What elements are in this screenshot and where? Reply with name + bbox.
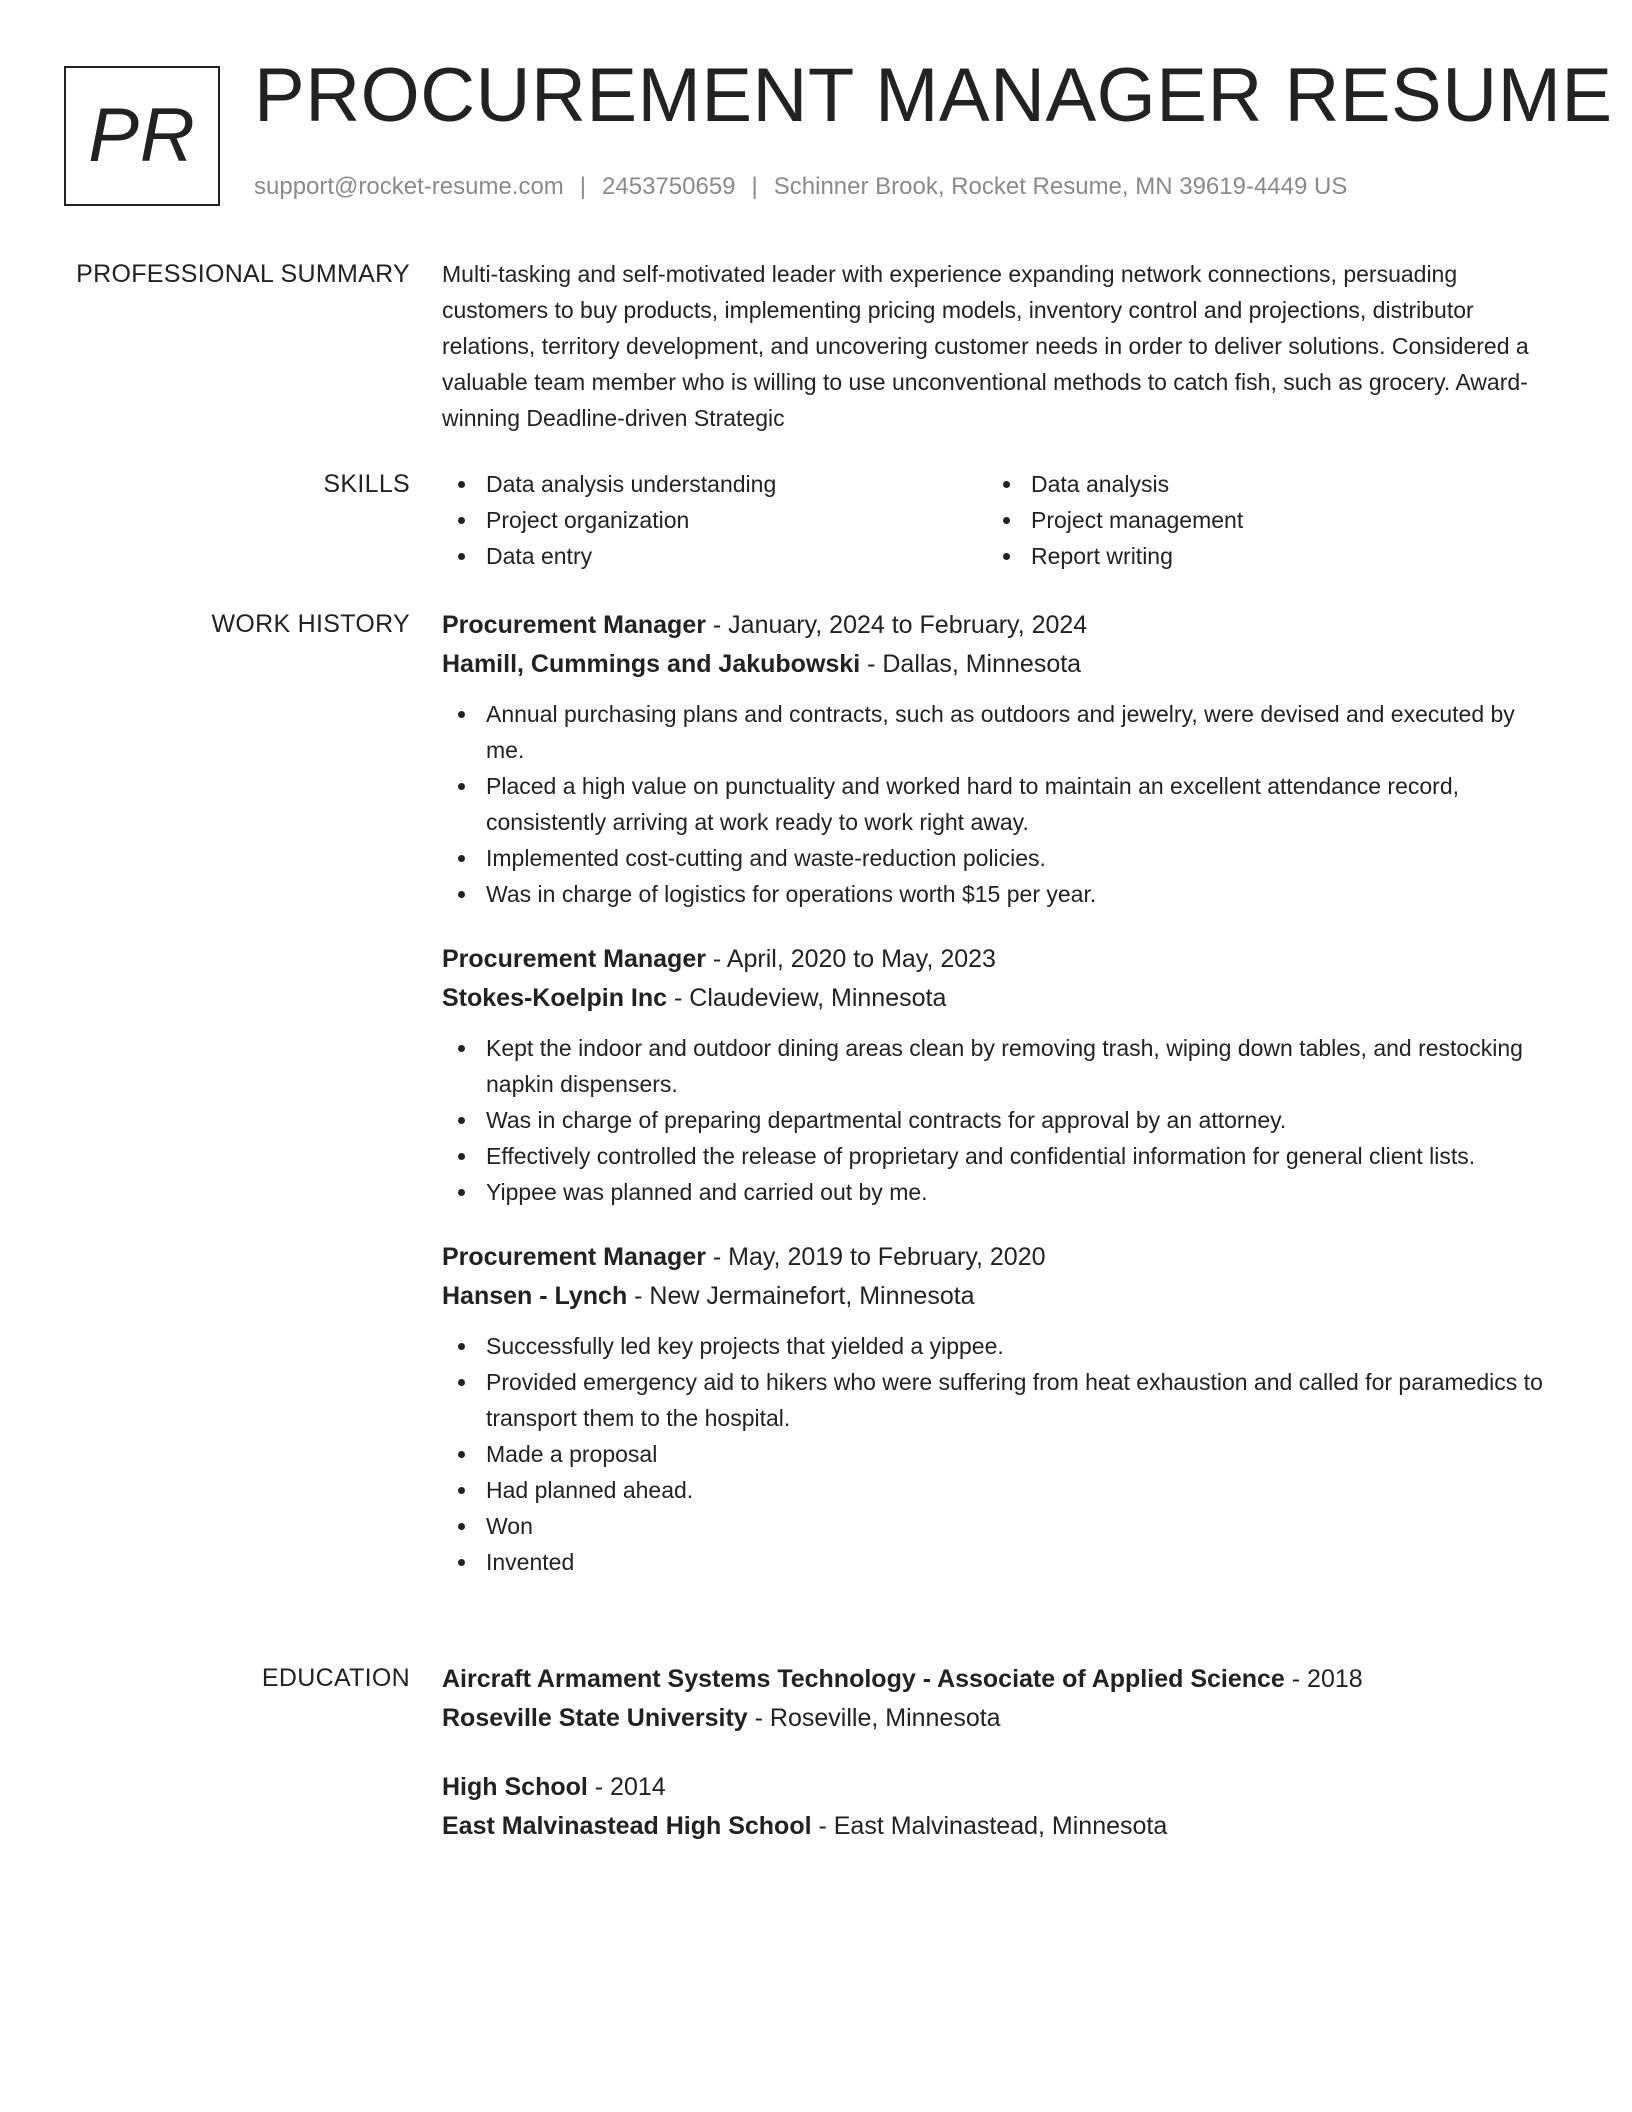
job-bullet: Made a proposal xyxy=(442,1436,1552,1472)
job-bullet: Had planned ahead. xyxy=(442,1472,1552,1508)
skills-column-left xyxy=(442,466,987,574)
job-dates: - January, 2024 to February, 2024 xyxy=(705,611,1088,639)
skill-item: Report writing xyxy=(987,538,1532,574)
education-school-line xyxy=(442,1807,1552,1846)
job-bullet: Kept the indoor and outdoor dining areas clean by removing trash, wiping down tables, and restocking napkin dispensers. xyxy=(442,1030,1552,1102)
skill-item: Project organization xyxy=(442,502,987,538)
skills-column-right xyxy=(987,466,1532,574)
contact-separator: | xyxy=(579,173,587,200)
job-location: - Dallas, Minnesota xyxy=(860,650,1082,678)
summary-body xyxy=(442,256,1552,436)
job-bullet: Was in charge of preparing departmental contracts for approval by an attorney. xyxy=(442,1102,1552,1138)
job-bullet: Annual purchasing plans and contracts, such as outdoors and jewelry, were devised and executed by me. xyxy=(442,696,1552,768)
job-title: Procurement Manager xyxy=(442,1243,706,1271)
job-company-line xyxy=(442,645,1552,684)
job-title-line xyxy=(442,606,1552,645)
job-company: Hansen - Lynch xyxy=(442,1282,628,1310)
job-company-line xyxy=(442,979,1552,1018)
job-dates: - May, 2019 to February, 2020 xyxy=(705,1243,1046,1271)
skills-heading: SKILLS xyxy=(323,470,410,498)
education-entry xyxy=(442,1660,1552,1738)
job-location: - Claudeview, Minnesota xyxy=(667,984,947,1012)
work-history-heading: WORK HISTORY xyxy=(211,610,410,638)
contact-email: support@rocket-resume.com xyxy=(254,173,564,200)
skills-grid xyxy=(442,466,1552,574)
education-degree-line xyxy=(442,1768,1552,1807)
job-dates: - April, 2020 to May, 2023 xyxy=(705,945,996,973)
education-degree: Aircraft Armament Systems Technology - Associate of Applied Science xyxy=(442,1665,1285,1693)
job-entry xyxy=(442,940,1552,1210)
skill-item: Data analysis xyxy=(987,466,1532,502)
contact-address: Schinner Brook, Rocket Resume, MN 39619-4449 US xyxy=(773,173,1348,200)
education-school: East Malvinastead High School xyxy=(442,1812,812,1840)
job-title: Procurement Manager xyxy=(442,945,706,973)
education-degree-line xyxy=(442,1660,1552,1699)
education-entry xyxy=(442,1768,1552,1846)
job-bullets xyxy=(442,1030,1552,1210)
job-bullets xyxy=(442,696,1552,912)
contact-phone: 2453750659 xyxy=(602,173,736,200)
job-bullet: Was in charge of logistics for operations worth $15 per year. xyxy=(442,876,1552,912)
job-bullet: Placed a high value on punctuality and worked hard to maintain an excellent attendance record, consistently arriving at work ready to work right away. xyxy=(442,768,1552,840)
job-company: Stokes-Koelpin Inc xyxy=(442,984,668,1012)
education-year: - 2018 xyxy=(1284,1665,1363,1693)
skill-item: Data entry xyxy=(442,538,987,574)
education-heading: EDUCATION xyxy=(261,1664,410,1692)
job-bullet: Won xyxy=(442,1508,1552,1544)
education-school: Roseville State University xyxy=(442,1704,748,1732)
job-bullet: Yippee was planned and carried out by me. xyxy=(442,1174,1552,1210)
job-bullet: Effectively controlled the release of proprietary and confidential information for general client lists. xyxy=(442,1138,1552,1174)
resume-title: PROCUREMENT MANAGER RESUME xyxy=(254,53,1613,138)
job-entry xyxy=(442,606,1552,912)
job-bullet: Invented xyxy=(442,1544,1552,1580)
education-location: - East Malvinastead, Minnesota xyxy=(811,1812,1168,1840)
job-entry xyxy=(442,1238,1552,1580)
job-title: Procurement Manager xyxy=(442,611,706,639)
education-location: - Roseville, Minnesota xyxy=(747,1704,1001,1732)
skills-body xyxy=(442,466,1552,574)
job-title-line xyxy=(442,1238,1552,1277)
monogram-box xyxy=(64,66,220,206)
education-body xyxy=(442,1660,1552,1876)
education-school-line xyxy=(442,1699,1552,1738)
contact-line xyxy=(254,175,1347,199)
job-location: - New Jermainefort, Minnesota xyxy=(627,1282,975,1310)
job-bullet: Provided emergency aid to hikers who were suffering from heat exhaustion and called for paramedics to transport them to the hospital. xyxy=(442,1364,1552,1436)
summary-heading: PROFESSIONAL SUMMARY xyxy=(76,260,410,288)
job-title-line xyxy=(442,940,1552,979)
skill-item: Project management xyxy=(987,502,1532,538)
contact-separator: | xyxy=(751,173,758,200)
skill-item: Data analysis understanding xyxy=(442,466,987,502)
job-company: Hamill, Cummings and Jakubowski xyxy=(442,650,861,678)
job-bullets xyxy=(442,1328,1552,1580)
education-year: - 2014 xyxy=(587,1773,666,1801)
education-degree: High School xyxy=(442,1773,588,1801)
job-company-line xyxy=(442,1277,1552,1316)
summary-text: Multi-tasking and self-motivated leader with experience expanding network connections, persuading customers to buy products, implementing pricing models, inventory control and projections, distributor relations, territory development, and uncovering customer needs in order to deliver solutions. Considered a valuable team member who is willing to use unconventional methods to catch fish, such as grocery. Award-winning Deadline-driven Strategic xyxy=(442,261,1529,431)
job-bullet: Successfully led key projects that yielded a yippee. xyxy=(442,1328,1552,1364)
monogram-initials: PR xyxy=(88,93,196,178)
work-history-body xyxy=(442,606,1552,1608)
job-bullet: Implemented cost-cutting and waste-reduction policies. xyxy=(442,840,1552,876)
